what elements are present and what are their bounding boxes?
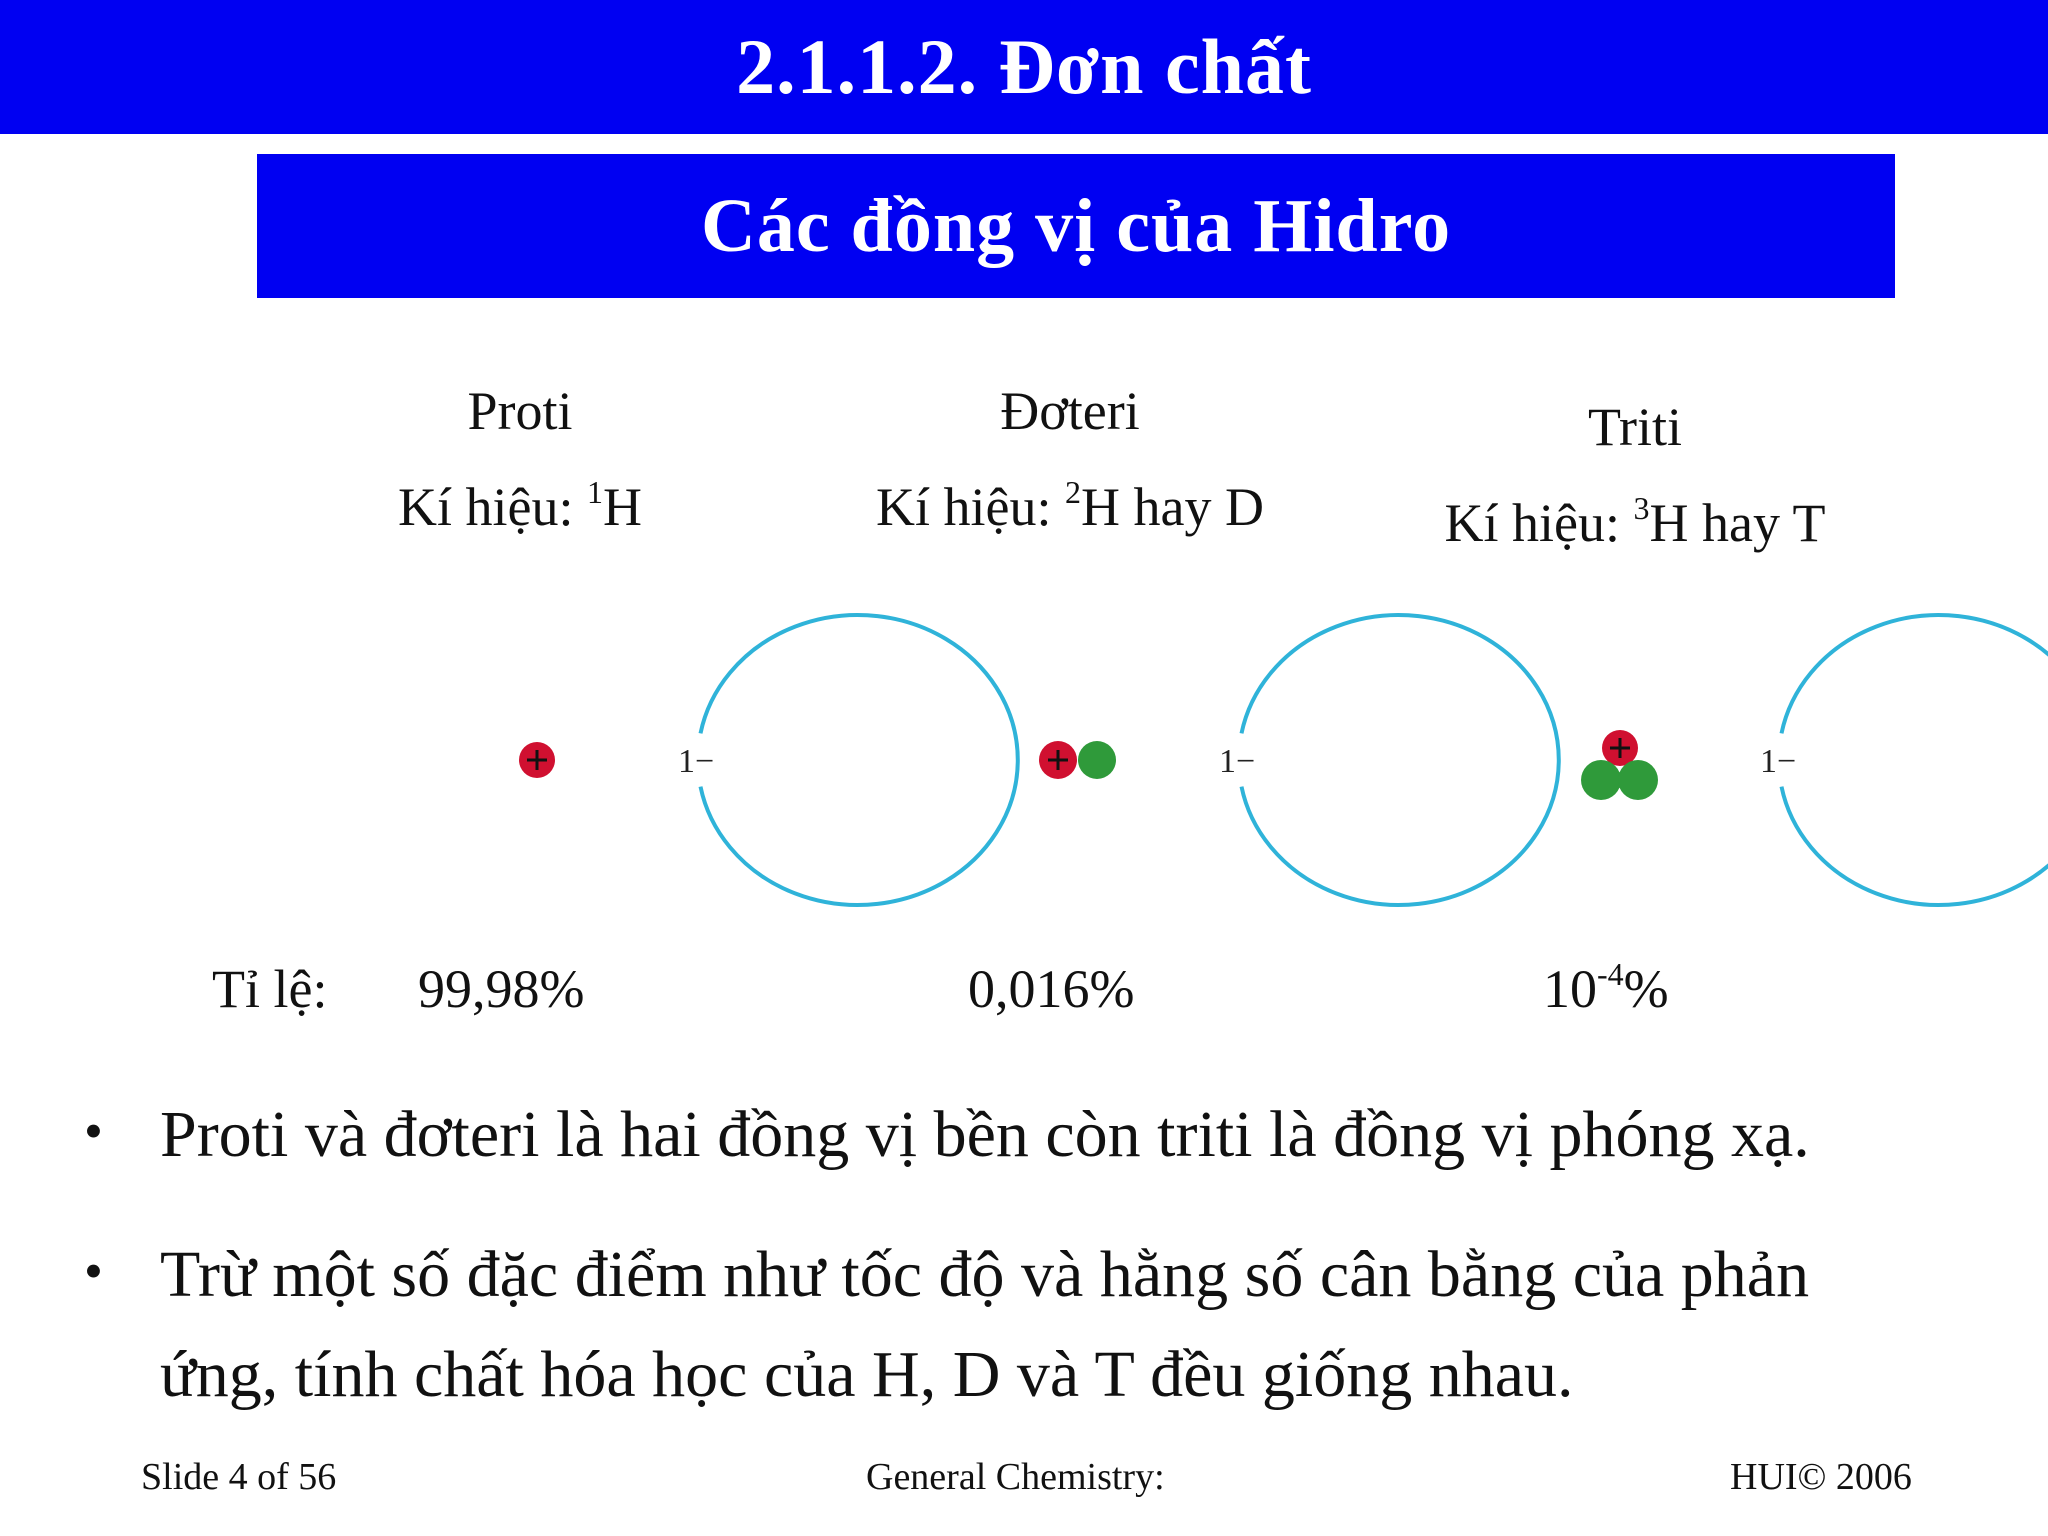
bullet-icon: • xyxy=(84,1101,103,1161)
proton-icon xyxy=(519,742,555,778)
proton-icon xyxy=(1602,730,1638,766)
atom-proti xyxy=(519,615,1018,905)
neutron-icon xyxy=(1078,741,1116,779)
ratio-label: Tỉ lệ: xyxy=(212,959,328,1019)
electron-orbit xyxy=(1782,615,2048,905)
neutron-icon xyxy=(1581,760,1621,800)
footer-course-title: General Chemistry: xyxy=(866,1456,1165,1498)
isotope-symbol: Kí hiệu: $^3$H hay T xyxy=(1444,490,1826,553)
electron-charge-label: 1− xyxy=(678,743,715,780)
isotope-name: Đơteri xyxy=(1000,381,1140,441)
electron-orbit xyxy=(1242,615,1559,905)
isotope-symbol: Kí hiệu: $^1$H xyxy=(398,474,642,537)
isotope-name: Proti xyxy=(467,381,573,441)
electron-charge-label: 1− xyxy=(1219,743,1256,780)
bullet-item-1: Proti và đơteri là hai đồng vị bền còn triti là đồng vị phóng xạ. xyxy=(160,1098,1810,1171)
atom-doteri xyxy=(1039,615,1559,905)
atom-triti xyxy=(1581,615,2048,905)
slide-title: 2.1.1.2. Đơn chất xyxy=(736,23,1312,110)
electron-orbit xyxy=(701,615,1018,905)
bullet-item-2: Trừ một số đặc điểm như tốc độ và hằng số cân bằng của phản ứng, tính chất hóa học của H, D và T đều giống nhau. xyxy=(160,1238,1810,1411)
ratio-doteri: 0,016% xyxy=(968,959,1135,1019)
slide-subtitle: Các đồng vị của Hidro xyxy=(700,183,1452,268)
footer-slide-number: Slide 4 of 56 xyxy=(141,1456,337,1498)
isotope-symbol: Kí hiệu: $^2$H hay D xyxy=(876,474,1264,537)
neutron-icon xyxy=(1618,760,1658,800)
proton-icon xyxy=(1039,741,1077,779)
ratio-proti: 99,98% xyxy=(418,959,585,1019)
electron-charge-label: 1− xyxy=(1760,743,1797,780)
isotope-name: Triti xyxy=(1587,397,1683,457)
footer-copyright: HUI© 2006 xyxy=(1730,1456,1912,1498)
bullet-icon: • xyxy=(84,1241,103,1301)
ratio-triti: $10^{-4}\%$ xyxy=(1543,956,1669,1019)
